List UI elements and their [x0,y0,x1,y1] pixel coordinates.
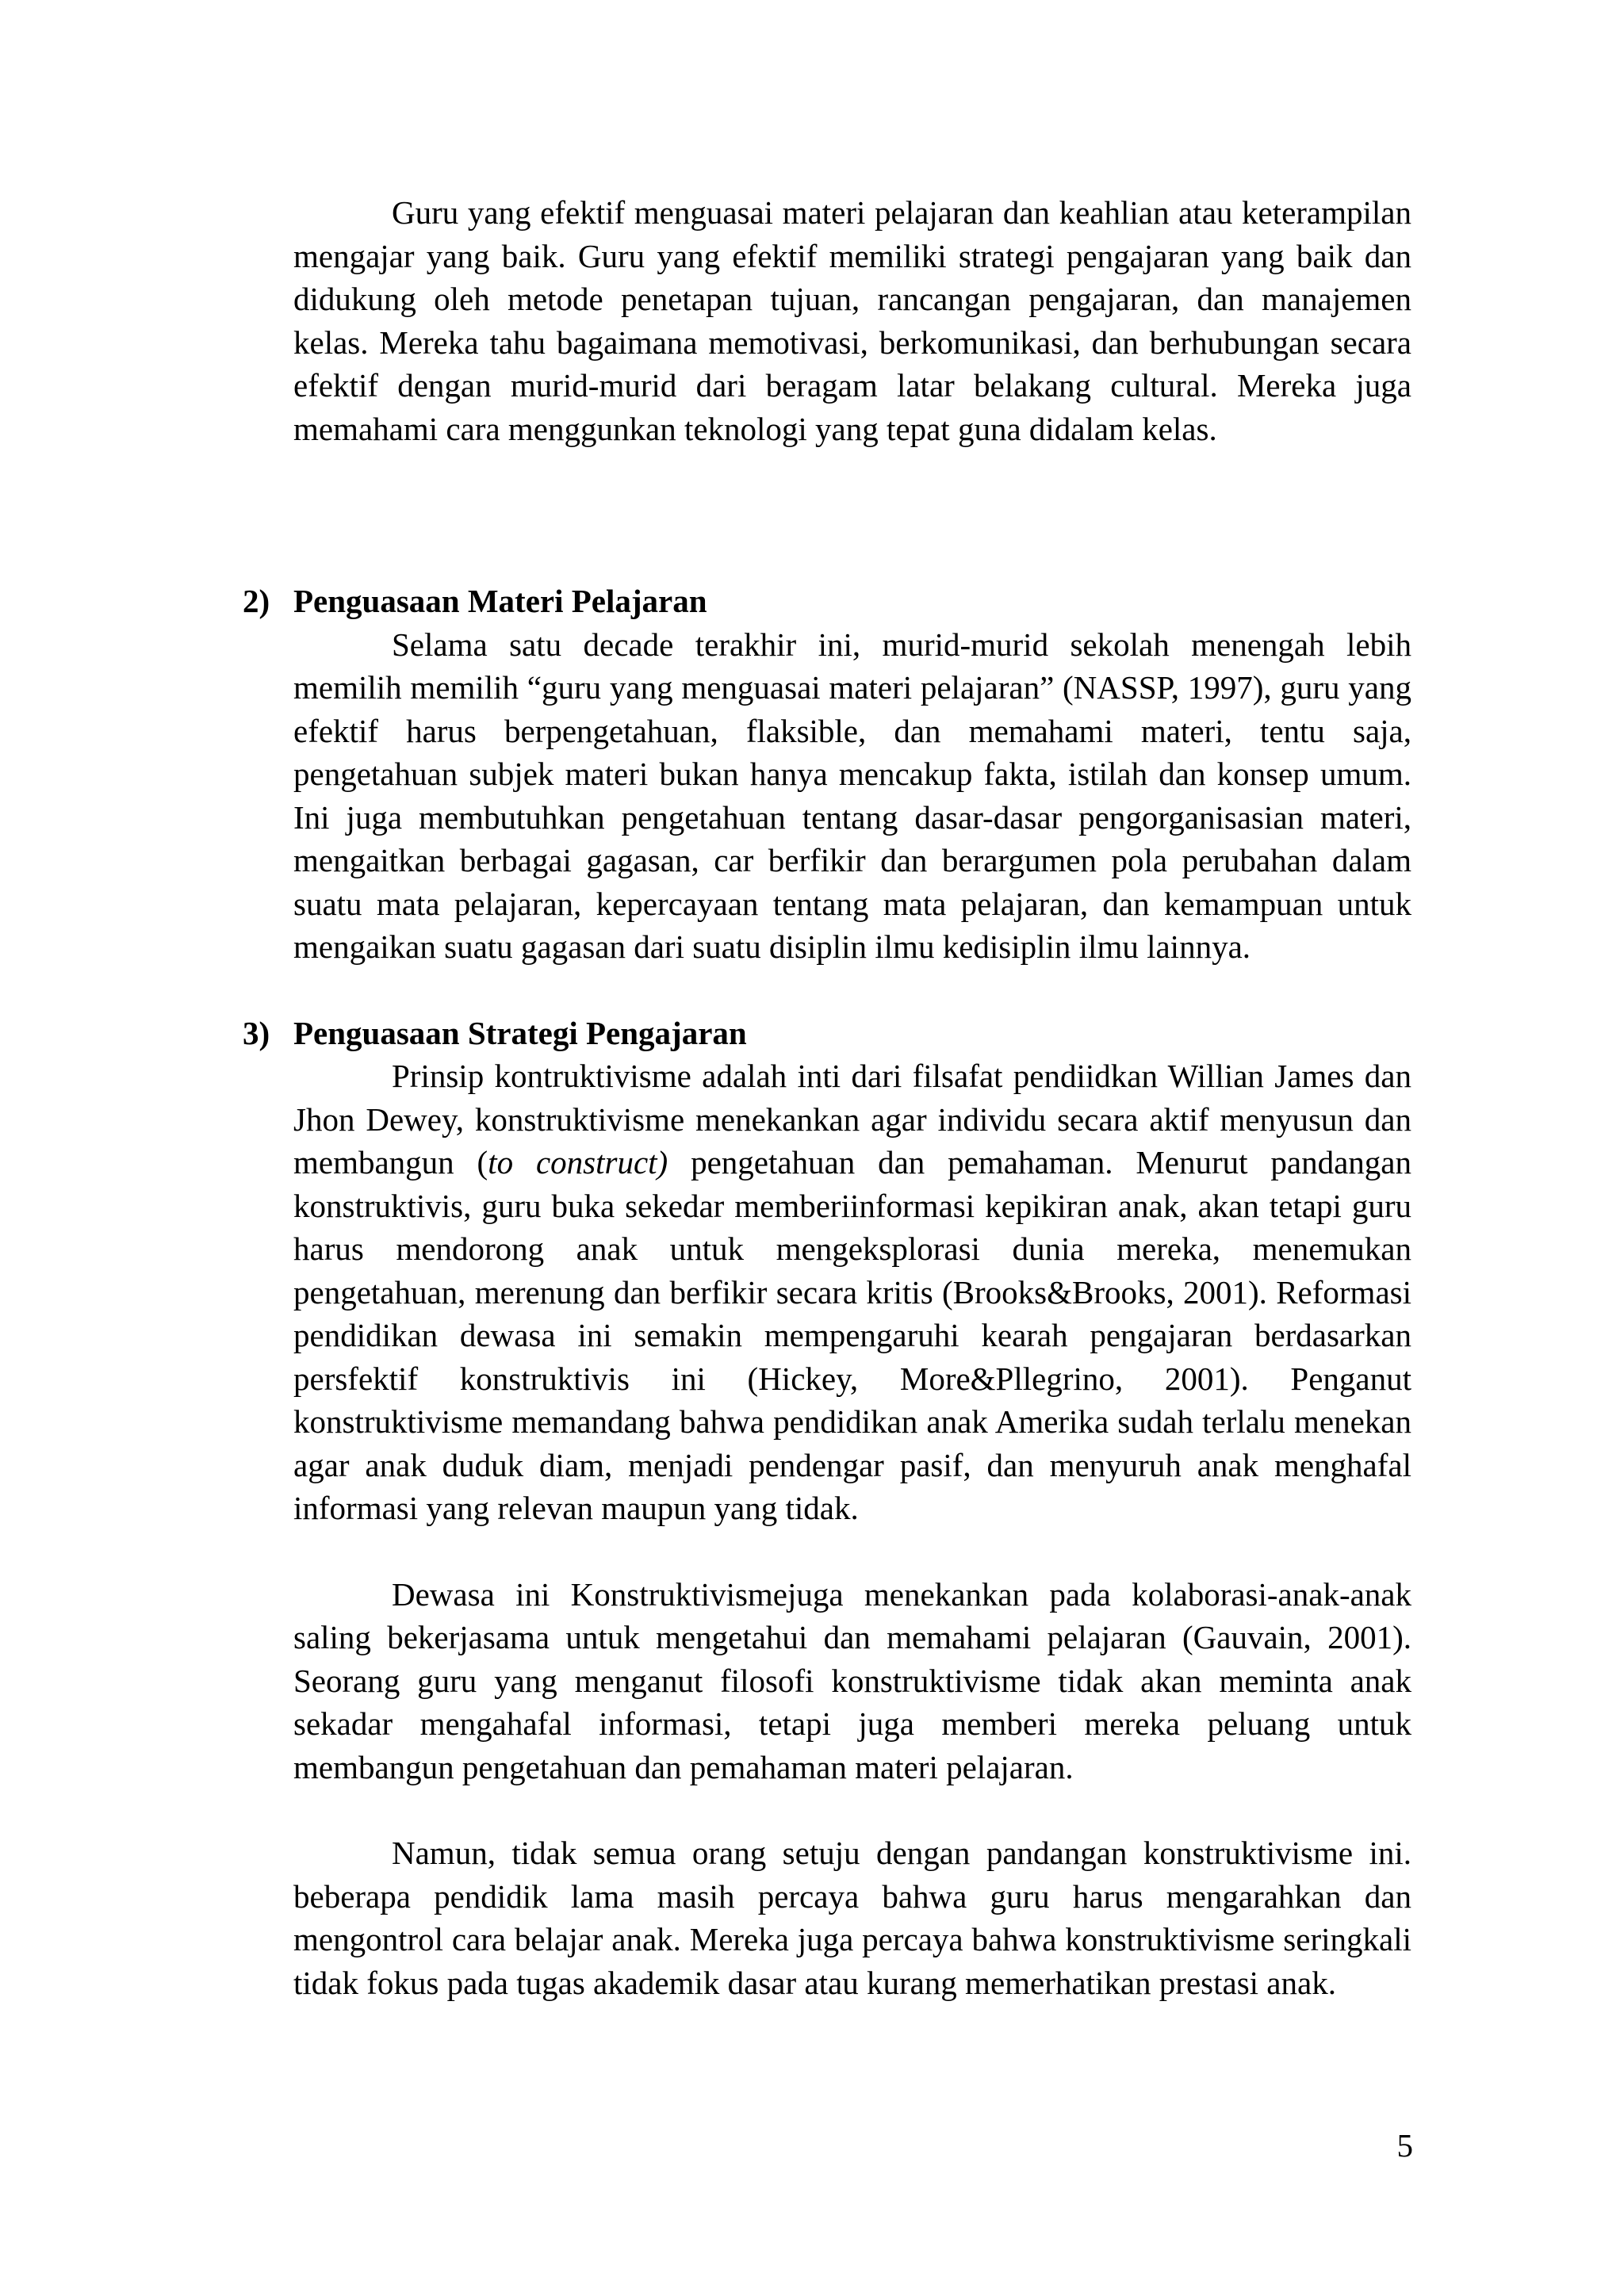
section-3-paragraph-1-italic: to construct) [488,1144,668,1181]
section-2-paragraph: Selama satu decade terakhir ini, murid-murid sekolah menengah lebih memilih memilih “guru yang menguasai materi pelajaran” (NASSP, 1997), guru yang efektif harus berpengetahuan, flaksible, dan memahami materi, tentu saja, pengetahuan subjek materi bukan hanya mencakup fakta, istilah dan konsep umum. Ini juga membutuhkan pengetahuan tentang dasar-dasar pengorganisasian materi, mengaitkan berbagai gagasan, car berfikir dan berargumen pola perubahan dalam suatu mata pelajaran, kepercayaan tentang mata pelajaran, dan kemampuan untuk mengaikan suatu gagasan dari suatu disiplin ilmu kedisiplin ilmu lainnya. [293,626,1411,965]
section-2-title: Penguasaan Materi Pelajaran [293,583,707,619]
page-number: 5 [1396,2127,1413,2164]
section-3-paragraph-2: Dewasa ini Konstruktivismejuga menekankan pada kolaborasi-anak-anak saling bekerjasama untuk mengetahui dan memahami pelajaran (Gauvain, 2001). Seorang guru yang menganut filosofi konstruktivisme tidak akan meminta anak sekadar mengahafal informasi, tetapi juga memberi mereka peluang untuk membangun pengetahuan dan pemahaman materi pelajaran. [293,1575,1411,1785]
intro-paragraph: Guru yang efektif menguasai materi pelajaran dan keahlian atau keterampilan mengajar yang baik. Guru yang efektif memiliki strategi pengajaran yang baik dan didukung oleh metode penetapan tujuan, rancangan pengajaran, dan manajemen kelas. Mereka tahu bagaimana memotivasi, berkomunikasi, dan berhubungan secara efektif dengan murid-murid dari beragam latar belakang cultural. Mereka juga memahami cara menggunkan teknologi yang tepat guna didalam kelas. [293,194,1411,447]
spacer [293,969,1411,1012]
section-3-heading [243,1012,1411,1055]
section-3-number: 3) [243,1014,270,1051]
section-3-paragraph-1-part-b: pengetahuan dan pemahaman. Menurut pandangan konstruktivis, guru buka sekedar memberiinformasi kepikiran anak, akan tetapi guru harus mendorong anak untuk mengeksplorasi dunia mereka, menemukan pengetahuan, merenung dan berfikir secara kritis (Brooks&Brooks, 2001). Reformasi pendidikan dewasa ini semakin mempengaruhi kearah pengajaran berdasarkan persfektif konstruktivis ini (Hickey, More&Pllegrino, 2001). Penganut konstruktivisme memandang bahwa pendidikan anak Amerika sudah terlalu menekan agar anak duduk diam, menjadi pendengar pasif, dan menyuruh anak menghafal informasi yang relevan maupun yang tidak. [293,1144,1411,1526]
section-2-heading [243,580,1411,623]
section-3-paragraph-1 [293,1054,1411,1530]
spacer [293,1530,1411,1573]
section-3-paragraph-1-part-a: Prinsip kontruktivisme adalah inti dari filsafat pendiidkan Willian James dan Jhon Dewey, konstruktivisme menekankan agar individu secara aktif menyusun dan membangun ( [293,1058,1411,1181]
spacer [293,450,1411,580]
section-3-paragraph-3: Namun, tidak semua orang setuju dengan pandangan konstruktivisme ini. beberapa pendidik lama masih percaya bahwa guru harus mengarahkan dan mengontrol cara belajar anak. Mereka juga percaya bahwa konstruktivisme seringkali tidak fokus pada tugas akademik dasar atau kurang memerhatikan prestasi anak. [293,1835,1411,2001]
spacer [293,1789,1411,1831]
section-3-title: Penguasaan Strategi Pengajaran [293,1014,747,1051]
document-body [243,191,1411,2004]
section-2-number: 2) [243,583,270,619]
